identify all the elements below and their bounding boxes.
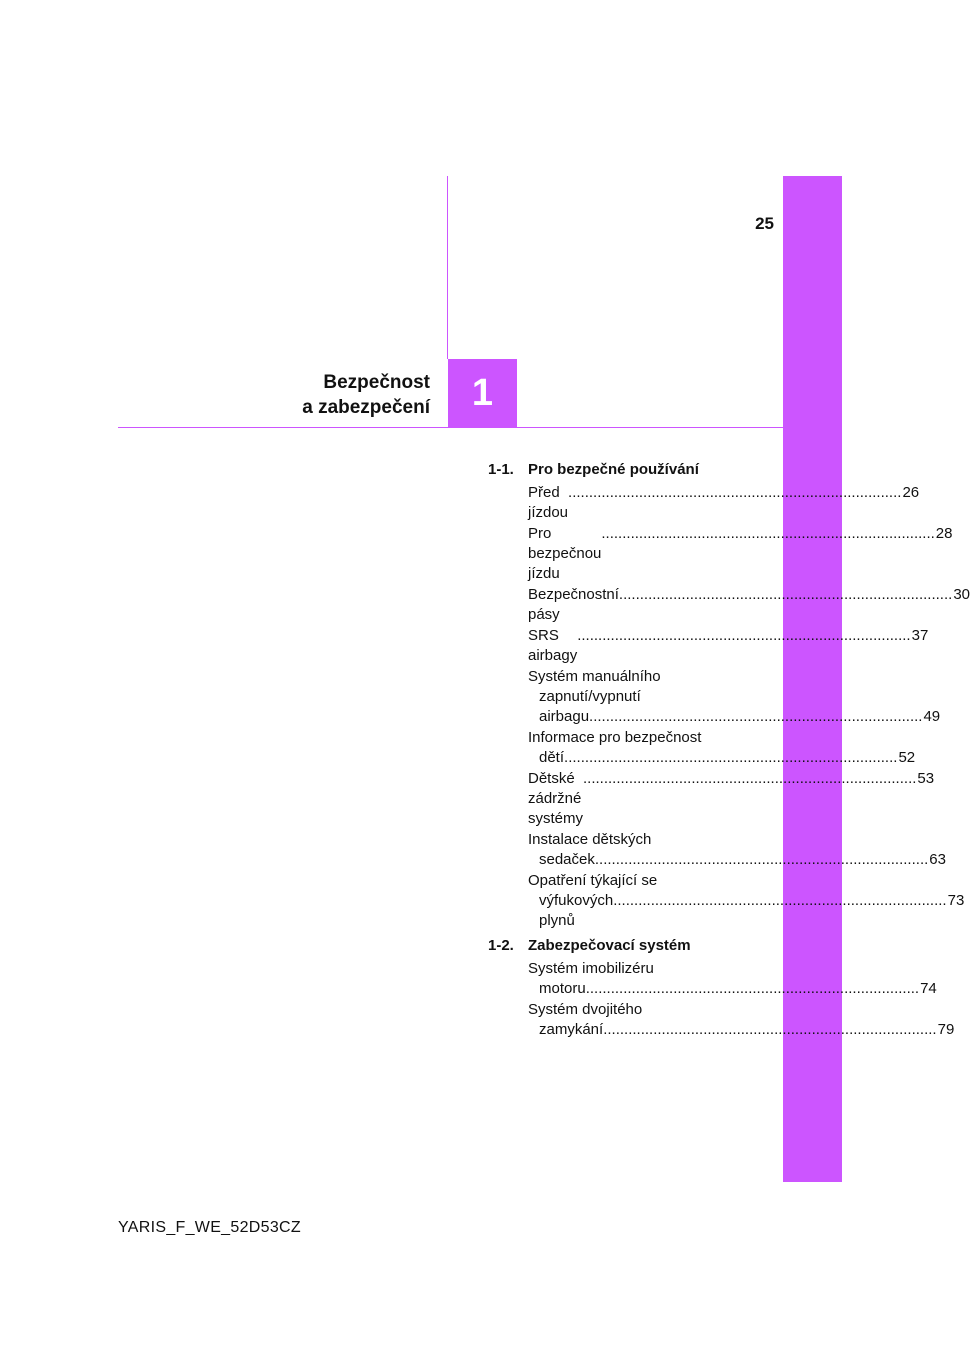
chapter-title-line: a zabezpečení [302, 397, 430, 418]
toc-entry-title: SRS airbagy [528, 627, 578, 664]
toc-entry-title: Bezpečnostní pásy [528, 586, 619, 623]
chapter-title [302, 370, 430, 420]
toc-page-number: 74 [920, 980, 937, 997]
toc-page-number: 49 [923, 708, 941, 725]
toc-entry[interactable] [528, 769, 935, 829]
toc-entry-title: zamykání [539, 1021, 604, 1038]
toc-page-number: 52 [898, 749, 916, 766]
dot-leader [583, 769, 916, 829]
toc-entry-title: Pro bezpečnou jízdu [528, 525, 602, 582]
chapter-number: 1 [471, 371, 494, 414]
table-of-contents [488, 460, 970, 1041]
chapter-number-box [448, 359, 517, 427]
toc-page-number: 30 [953, 586, 970, 603]
toc-entry-title: Opatření týkající se [528, 872, 658, 889]
toc-entry-title: airbagu [539, 708, 590, 725]
toc-entry[interactable] [528, 830, 946, 870]
toc-page-number: 79 [937, 1021, 955, 1038]
toc-entry-title: Instalace dětských [528, 831, 652, 848]
dot-leader [603, 1020, 936, 1040]
toc-page-number: 63 [929, 851, 946, 868]
toc-entry-title: sedaček [539, 851, 595, 868]
chapter-title-line: Bezpečnost [323, 372, 430, 393]
toc-entry-title: dětí [539, 749, 565, 766]
toc-entry[interactable] [528, 871, 965, 931]
toc-entry[interactable] [528, 728, 916, 768]
toc-page-number: 26 [902, 484, 920, 501]
toc-entry-title: Před jízdou [528, 484, 569, 521]
toc-page-number: 53 [917, 770, 935, 787]
dot-leader [619, 585, 952, 625]
toc-entry[interactable] [528, 483, 920, 523]
toc-entry[interactable] [528, 585, 970, 625]
footer-code: YARIS_F_WE_52D53CZ [118, 1219, 301, 1236]
dot-leader [577, 626, 910, 666]
toc-entry-title: motoru [539, 980, 586, 997]
toc-entry-title: zapnutí/vypnutí [539, 688, 641, 705]
toc-entry-title: Systém imobilizéru [528, 960, 654, 977]
page-number: 25 [755, 214, 774, 233]
dot-leader [586, 979, 919, 999]
dot-leader [613, 891, 946, 931]
vertical-divider [447, 176, 448, 359]
toc-entry[interactable] [528, 626, 929, 666]
toc-entry[interactable] [528, 524, 953, 584]
section-number: 1-1. [488, 461, 514, 478]
toc-section-heading[interactable] [488, 460, 740, 480]
toc-entry-title: Dětské zádržné systémy [528, 770, 584, 827]
dot-leader [601, 524, 934, 584]
toc-entry-title: Systém manuálního [528, 668, 661, 685]
section-title: Pro bezpečné používání [528, 461, 699, 478]
toc-entry-title: Informace pro bezpečnost [528, 729, 702, 746]
dot-leader [595, 850, 928, 870]
dot-leader [568, 483, 901, 523]
section-number: 1-2. [488, 937, 514, 954]
toc-entry[interactable] [528, 1000, 955, 1040]
dot-leader [564, 748, 897, 768]
horizontal-divider [118, 427, 783, 428]
section-title: Zabezpečovací systém [528, 937, 691, 954]
toc-entry[interactable] [528, 959, 937, 999]
toc-entry-title: výfukových plynů [539, 892, 614, 929]
toc-entry[interactable] [528, 667, 941, 727]
toc-page-number: 28 [935, 525, 953, 542]
toc-section-heading[interactable] [488, 936, 740, 956]
toc-entry-title: Systém dvojitého [528, 1001, 643, 1018]
dot-leader [589, 707, 922, 727]
toc-page-number: 37 [911, 627, 929, 644]
toc-page-number: 73 [947, 892, 965, 909]
